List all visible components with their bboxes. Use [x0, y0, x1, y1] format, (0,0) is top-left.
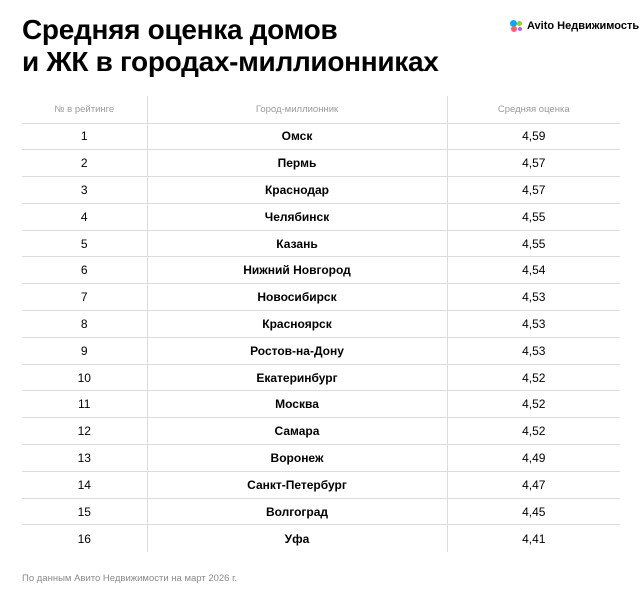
- column-header-city: Город-миллионник: [147, 96, 447, 123]
- score-cell: 4,54: [447, 257, 620, 284]
- city-cell: Омск: [147, 123, 447, 150]
- score-cell: 4,52: [447, 418, 620, 445]
- rank-cell: 15: [22, 498, 147, 525]
- table-row: [22, 364, 620, 391]
- rank-cell: 2: [22, 150, 147, 177]
- title-line-2: и ЖК в городах-миллионниках: [22, 46, 439, 77]
- table-row: [22, 445, 620, 472]
- score-cell: 4,55: [447, 203, 620, 230]
- title-line-1: Средняя оценка домов: [22, 14, 338, 45]
- score-cell: 4,41: [447, 525, 620, 552]
- column-header-rank: № в рейтинге: [22, 96, 147, 123]
- rank-cell: 12: [22, 418, 147, 445]
- score-cell: 4,57: [447, 177, 620, 204]
- table-row: [22, 525, 620, 552]
- rank-cell: 16: [77, 531, 91, 546]
- rank-cell: 4: [22, 203, 147, 230]
- table-row: [22, 203, 620, 230]
- score-cell: 4,55: [447, 230, 620, 257]
- rank-cell: 10: [22, 364, 147, 391]
- table-row: [22, 391, 620, 418]
- rank-cell: 8: [22, 311, 147, 338]
- table-row: [22, 150, 620, 177]
- score-cell: 4,52: [447, 364, 620, 391]
- score-cell: 4,53: [447, 337, 620, 364]
- city-cell: Воронеж: [147, 445, 447, 472]
- city-cell: Санкт-Петербург: [147, 471, 447, 498]
- city-cell: Волгоград: [147, 498, 447, 525]
- source-footnote: По данным Авито Недвижимости на март 2026 г.: [22, 573, 238, 584]
- score-cell: 4,47: [447, 471, 620, 498]
- table-row: [22, 284, 620, 311]
- table-header-row: [22, 96, 620, 123]
- city-cell: Москва: [147, 391, 447, 418]
- city-cell: Красноярск: [147, 311, 447, 338]
- table-row: [22, 471, 620, 498]
- rank-cell: 9: [22, 337, 147, 364]
- brand-label: Avito Недвижимость: [527, 20, 640, 32]
- score-cell: 4,53: [447, 284, 620, 311]
- score-cell: 4,59: [447, 123, 620, 150]
- table-row: [22, 418, 620, 445]
- score-cell: 4,57: [447, 150, 620, 177]
- rank-cell: 3: [22, 177, 147, 204]
- table-row: [22, 337, 620, 364]
- table-row: [22, 498, 620, 525]
- avito-logo-icon: [510, 20, 524, 32]
- rank-cell: 13: [22, 445, 147, 472]
- city-cell: Нижний Новгород: [147, 257, 447, 284]
- table-body: [22, 123, 620, 552]
- score-cell: 4,45: [447, 498, 620, 525]
- rating-table: [22, 96, 620, 552]
- rank-cell: 14: [22, 471, 147, 498]
- page-title: [22, 14, 492, 78]
- rank-cell: 6: [22, 257, 147, 284]
- rank-cell: 7: [22, 284, 147, 311]
- city-cell: Ростов-на-Дону: [147, 337, 447, 364]
- rank-cell: 1: [22, 123, 147, 150]
- city-cell: Самара: [147, 418, 447, 445]
- rank-cell: 5: [22, 230, 147, 257]
- score-cell: 4,49: [447, 445, 620, 472]
- city-cell: Екатеринбург: [147, 364, 447, 391]
- city-cell: Казань: [147, 230, 447, 257]
- city-cell: Уфа: [147, 525, 447, 552]
- table-row: [22, 230, 620, 257]
- score-cell: 4,53: [447, 311, 620, 338]
- table-row: [22, 311, 620, 338]
- city-cell: Краснодар: [147, 177, 447, 204]
- city-cell: Челябинск: [147, 203, 447, 230]
- rank-cell: 11: [22, 391, 147, 418]
- city-cell: Новосибирск: [147, 284, 447, 311]
- city-cell: Пермь: [147, 150, 447, 177]
- table-row: [22, 257, 620, 284]
- table-row: [22, 177, 620, 204]
- table-row: [22, 123, 620, 150]
- score-cell: 4,52: [447, 391, 620, 418]
- column-header-score: Средняя оценка: [447, 96, 620, 123]
- brand-logo: [510, 19, 639, 33]
